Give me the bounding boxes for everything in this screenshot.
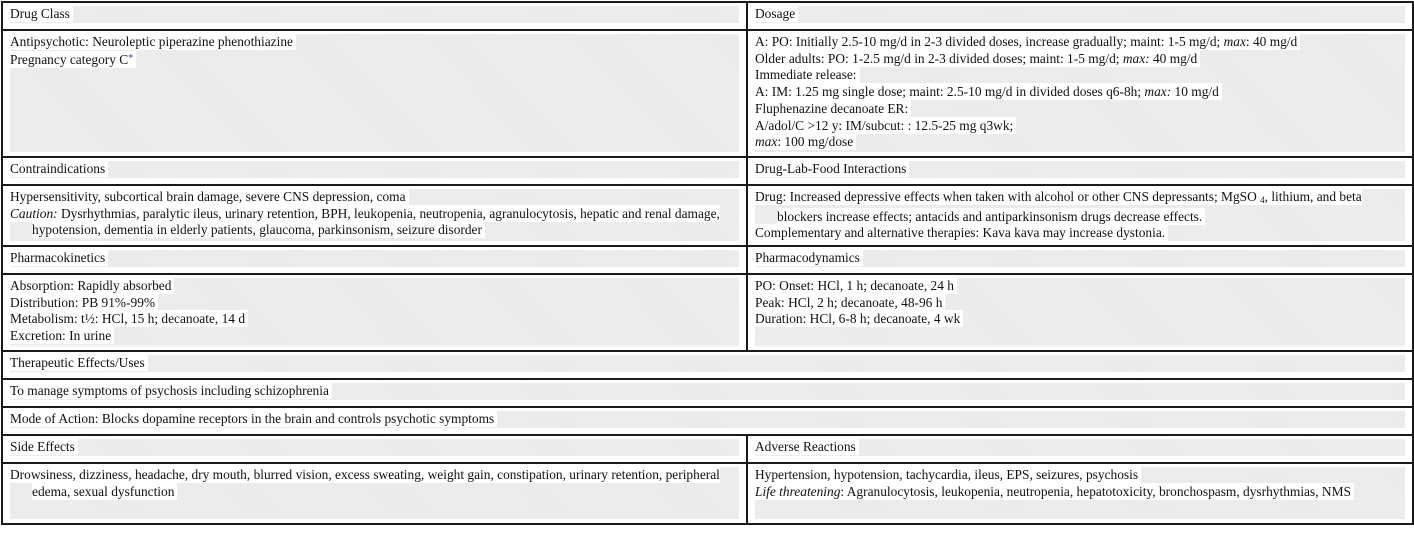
dosage-line: Immediate release:: [755, 67, 857, 83]
life-threatening-text: Life threatening: Agranulocytosis, leukopenia, neutropenia, hepatotoxicity, bronchospasm, dysrhythmias, NMS: [755, 483, 1351, 499]
mode-of-action-text: Mode of Action: Blocks dopamine receptors in the brain and controls psychotic symptoms: [10, 411, 495, 426]
adverse-reactions-heading: Adverse Reactions: [755, 439, 856, 454]
pharmacokinetics-heading-cell: [2, 246, 747, 274]
therapeutic-heading-cell: [2, 351, 1413, 379]
dosage-line: Older adults: PO: 1-2.5 mg/d in 2-3 divided doses; maint: 1-5 mg/d; max: 40 mg/d: [755, 50, 1198, 66]
adverse-reactions-body-cell: [747, 463, 1413, 524]
therapeutic-text: To manage symptoms of psychosis including schizophrenia: [10, 383, 329, 398]
adverse-reactions-line: Hypertension, hypotension, tachycardia, ileus, EPS, seizures, psychosis: [755, 467, 1139, 482]
pk-line: Distribution: PB 91%-99%: [10, 294, 156, 310]
pk-line: Absorption: Rapidly absorbed: [10, 278, 172, 293]
drug-monograph-table: [1, 1, 1414, 525]
pk-line: Excretion: In urine: [10, 328, 112, 344]
dosage-line: max: 100 mg/dose: [755, 134, 854, 150]
drug-class-heading: Drug Class: [10, 6, 70, 21]
adverse-reactions-heading-cell: [747, 435, 1413, 463]
contraindications-heading: Contraindications: [10, 161, 106, 176]
mode-of-action-cell: [2, 407, 1413, 435]
pharmacodynamics-body-cell: [747, 274, 1413, 351]
drug-class-body-cell: [2, 30, 747, 157]
therapeutic-body-cell: [2, 379, 1413, 407]
pk-line: Metabolism: t½: HCl, 15 h; decanoate, 14 d: [10, 311, 246, 327]
pharmacodynamics-heading-cell: [747, 246, 1413, 274]
side-effects-heading-cell: [2, 435, 747, 463]
dosage-body-cell: [747, 30, 1413, 157]
pd-line: Duration: HCl, 6-8 h; decanoate, 4 wk: [755, 311, 961, 327]
drug-class-line: Antipsychotic: Neuroleptic piperazine phenothiazine: [10, 34, 293, 49]
dosage-heading-cell: [747, 2, 1413, 30]
pd-line: PO: Onset: HCl, 1 h; decanoate, 24 h: [755, 278, 954, 293]
pregnancy-category: Pregnancy category C: [10, 51, 129, 67]
dosage-line: A: PO: Initially 2.5-10 mg/d in 2-3 divided doses, increase gradually; maint: 1-5 mg/d; max: 40 mg/d: [755, 34, 1298, 49]
interactions-body-cell: [747, 185, 1413, 246]
dosage-line: Fluphenazine decanoate ER:: [755, 100, 909, 116]
pd-line: Peak: HCl, 2 h; decanoate, 48-96 h: [755, 294, 943, 310]
contraindications-heading-cell: [2, 157, 747, 185]
interactions-heading: Drug-Lab-Food Interactions: [755, 161, 907, 176]
pharmacokinetics-heading: Pharmacokinetics: [10, 250, 106, 265]
dosage-heading: Dosage: [755, 6, 796, 21]
side-effects-body-cell: [2, 463, 747, 524]
dosage-line: A/adol/C >12 y: IM/subcut: : 12.5-25 mg q3wk;: [755, 117, 1014, 133]
caution-text: Caution: Dysrhythmias, paralytic ileus, urinary retention, BPH, leukopenia, neutropenia, agranulocytosis, hepatic and renal damage, hypotension, dementia in elderly patients, glaucoma, parkinsonism, seizure disorder: [10, 205, 720, 238]
drug-interactions-text: Drug: Increased depressive effects when taken with alcohol or other CNS depressants; MgSO $_4$, lithium, and beta blockers increase effects; antacids and antiparkinsonism drugs decrease effects.: [755, 189, 1362, 224]
pharmacokinetics-body-cell: [2, 274, 747, 351]
therapeutic-heading: Therapeutic Effects/Uses: [10, 355, 145, 370]
complementary-therapies-text: Complementary and alternative therapies: Kava kava may increase dystonia.: [755, 225, 1166, 241]
side-effects-heading: Side Effects: [10, 439, 75, 454]
side-effects-text: Drowsiness, dizziness, headache, dry mouth, blurred vision, excess sweating, weight gain, constipation, urinary retention, peripheral edema, sexual dysfunction: [10, 467, 720, 499]
drug-class-heading-cell: [2, 2, 747, 30]
footnote-marker[interactable]: *: [128, 52, 134, 64]
contraindications-line: Hypersensitivity, subcortical brain damage, severe CNS depression, coma: [10, 189, 406, 204]
pharmacodynamics-heading: Pharmacodynamics: [755, 250, 860, 265]
dosage-line: A: IM: 1.25 mg single dose; maint: 2.5-10 mg/d in divided doses q6-8h; max: 10 mg/d: [755, 84, 1219, 100]
interactions-heading-cell: [747, 157, 1413, 185]
contraindications-body-cell: [2, 185, 747, 246]
